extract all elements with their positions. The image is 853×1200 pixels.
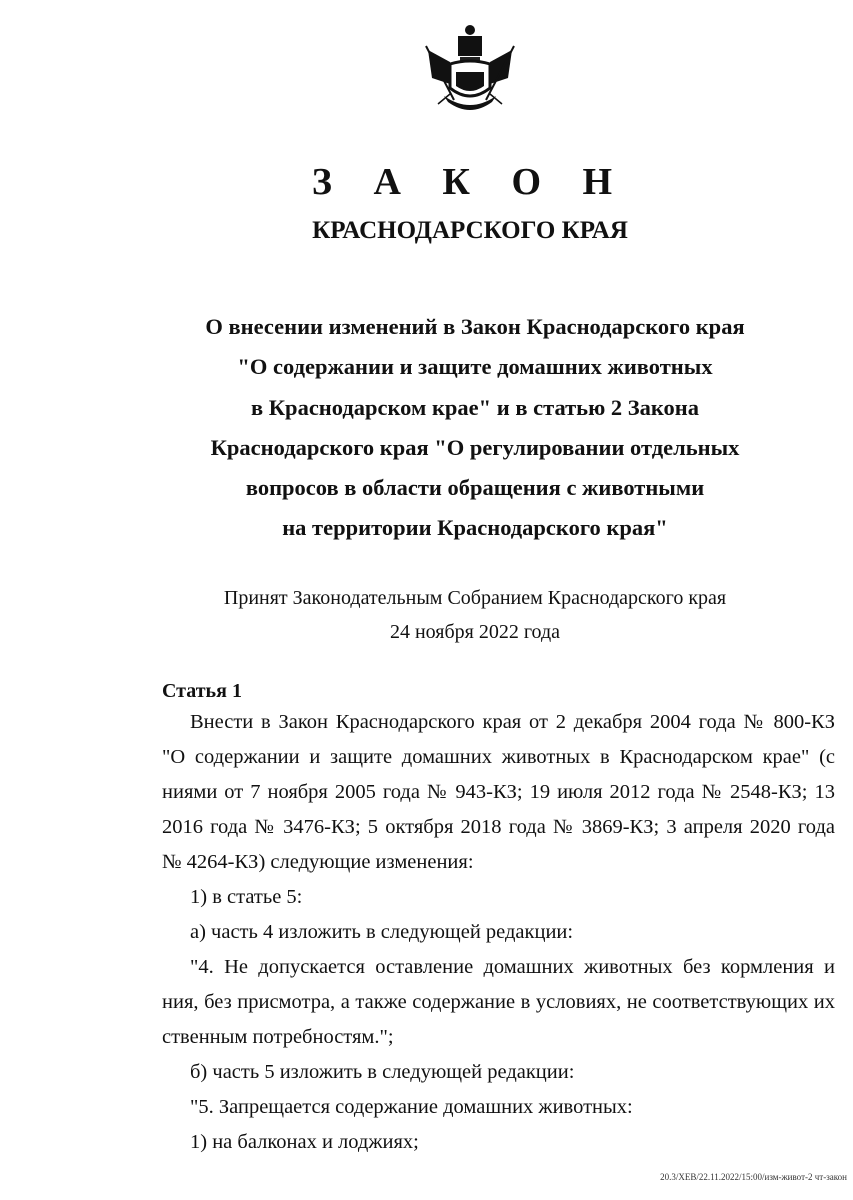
article-line: № 4264-КЗ) следующие изменения:: [162, 851, 474, 873]
heading-line: "О содержании и защите домашних животных: [237, 354, 713, 379]
article-line: ственным потребностям.";: [162, 1026, 394, 1048]
heading-line: О внесении изменений в Закон Краснодарского края: [205, 314, 745, 339]
document-type-title: З А К О Н: [311, 161, 629, 203]
footer-document-code: 20.3/XEB/22.11.2022/15:00/изм-живот-2 чт-закон: [660, 1172, 847, 1182]
article-line: 1) в статье 5:: [190, 886, 303, 908]
coat-of-arms-emblem: [420, 22, 520, 114]
article-title: Статья 1: [162, 680, 242, 702]
adoption-statement: Принят Законодательным Собранием Краснодарского края: [223, 587, 727, 609]
article-line: 1) на балконах и лоджиях;: [190, 1131, 419, 1153]
article-line: ниями от 7 ноября 2005 года № 943-КЗ; 19 июля 2012 года № 2548-КЗ; 13: [162, 781, 835, 803]
heading-line: Краснодарского края "О регулировании отдельных: [210, 435, 740, 460]
heading-line: на территории Краснодарского края": [282, 515, 668, 540]
article-line: б) часть 5 изложить в следующей редакции:: [190, 1061, 575, 1083]
heading-line: вопросов в области обращения с животными: [245, 475, 705, 500]
article-line: "О содержании и защите домашних животных в Краснодарском крае" (с: [162, 746, 835, 768]
article-line: Внести в Закон Краснодарского края от 2 декабря 2004 года № 800-КЗ: [190, 711, 835, 733]
adoption-date: 24 ноября 2022 года: [389, 621, 561, 643]
article-line: ния, без присмотра, а также содержание в условиях, не соответствующих их: [162, 991, 835, 1013]
article-line: а) часть 4 изложить в следующей редакции:: [190, 921, 574, 943]
article-line: "5. Запрещается содержание домашних животных:: [190, 1096, 633, 1118]
document-subtitle: КРАСНОДАРСКОГО КРАЯ: [312, 217, 628, 244]
article-line: "4. Не допускается оставление домашних животных без кормления и: [190, 956, 835, 978]
heading-line: в Краснодарском крае" и в статью 2 Закона: [250, 395, 700, 420]
article-line: 2016 года № 3476-КЗ; 5 октября 2018 года № 3869-КЗ; 3 апреля 2020 года: [162, 816, 835, 838]
